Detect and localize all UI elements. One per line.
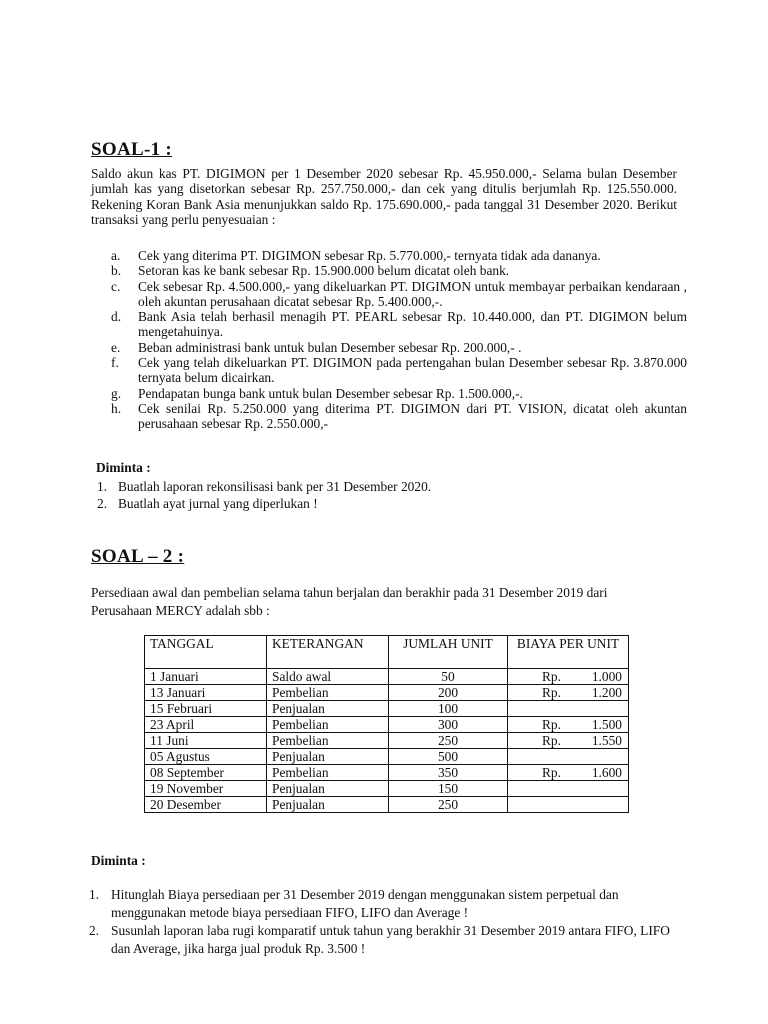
cell-jumlah: 500 [389,749,508,765]
cell-keterangan: Pembelian [267,685,389,701]
amount-value: 1.600 [591,765,622,780]
list-marker: h. [111,400,122,416]
cell-biaya [508,669,629,685]
cell-jumlah: 50 [389,669,508,685]
list-item-text: Susunlah laporan laba rugi komparatif untuk tahun yang berakhir 31 Desember 2019 antara FIFO, LIFO dan Average, jika harga jual produk Rp. 3.500 ! [111,923,670,956]
list-marker: 2. [97,495,108,511]
cell-biaya [508,781,629,797]
cell-biaya [508,797,629,813]
soal-1-diminta-label: Diminta : [96,460,151,475]
cell-tanggal: 19 November [145,781,267,797]
currency-label: Rp. [542,733,561,748]
list-marker: f. [111,355,119,371]
cell-biaya [508,701,629,717]
cell-keterangan: Saldo awal [267,669,389,685]
table-row [145,781,629,797]
cell-tanggal: 05 Agustus [145,749,267,765]
cell-tanggal: 23 April [145,717,267,733]
list-marker: c. [111,278,121,294]
table-row [145,797,629,813]
list-item-text: Cek sebesar Rp. 4.500.000,- yang dikeluarkan PT. DIGIMON untuk membayar perbaikan kendaraan , oleh akuntan perusahaan dicatat sebesar Rp. 5.400.000,-. [138,278,687,309]
list-item [91,248,687,263]
list-item-text: Setoran kas ke bank sebesar Rp. 15.900.000 belum dicatat oleh bank. [138,263,510,279]
list-item [91,401,687,432]
soal-2-diminta-label: Diminta : [91,853,146,868]
soal-2-intro: Persediaan awal dan pembelian selama tahun berjalan dan berakhir pada 31 Desember 2019 dari Perusahaan MERCY adalah sbb : [91,585,608,618]
list-item-text: Cek yang telah dikeluarkan PT. DIGIMON pada pertengahan bulan Desember sebesar Rp. 3.870.000 ternyata belum dicairkan. [138,355,687,386]
inventory-table [144,635,629,813]
cell-biaya [508,685,629,701]
cell-tanggal: 15 Februari [145,701,267,717]
header-biaya-per-unit: BIAYA PER UNIT [508,636,629,669]
amount-value: 1.500 [591,717,622,732]
list-item [91,496,431,513]
cell-jumlah: 250 [389,733,508,749]
table-row [145,701,629,717]
list-item-text: Buatlah ayat jurnal yang diperlukan ! [118,495,318,511]
list-item [91,479,431,496]
list-item [91,886,671,922]
list-item-text: Bank Asia telah berhasil menagih PT. PEARL sebesar Rp. 10.440.000, dan PT. DIGIMON belum mengetahuinya. [138,309,687,340]
list-item-text: Cek senilai Rp. 5.250.000 yang diterima PT. DIGIMON dari PT. VISION, dicatat oleh akuntan perusahaan sebesar Rp. 2.550.000,- [138,400,687,432]
list-item-text: Pendapatan bunga bank untuk bulan Desember sebesar Rp. 1.500.000,-. [138,385,523,401]
list-marker: 1. [89,887,100,902]
cell-biaya [508,765,629,781]
cell-tanggal: 13 Januari [145,685,267,701]
currency-label: Rp. [542,717,561,732]
currency-label: Rp. [542,685,561,700]
cell-tanggal: 11 Juni [145,733,267,749]
cell-keterangan: Pembelian [267,717,389,733]
list-item-text: Beban administrasi bank untuk bulan Desember sebesar Rp. 200.000,- . [138,339,522,355]
list-item [91,386,687,401]
amount-value: 1.200 [591,685,622,700]
table-row [145,765,629,781]
adjustment-list [91,248,687,432]
cell-jumlah: 100 [389,701,508,717]
list-marker: d. [111,309,122,325]
list-marker: g. [111,385,122,401]
header-tanggal: TANGGAL [145,636,267,669]
table-row [145,717,629,733]
cell-keterangan: Penjualan [267,781,389,797]
cell-keterangan: Penjualan [267,701,389,717]
list-item [91,340,687,355]
list-item [91,922,671,958]
soal-1-task-list [91,479,431,512]
table-row [145,749,629,765]
list-marker: a. [111,248,121,263]
list-item-text: Cek yang diterima PT. DIGIMON sebesar Rp. 5.770.000,- ternyata tidak ada dananya. [138,248,601,263]
list-marker: 1. [97,479,108,494]
cell-biaya [508,733,629,749]
soal-1-intro: Saldo akun kas PT. DIGIMON per 1 Desember 2020 sebesar Rp. 45.950.000,- Selama bulan Desember jumlah kas yang disetorkan sebesar Rp. 257.750.000,- dan cek yang ditulis berjumlah Rp. 125.550.000. Rekening Koran Bank Asia menunjukkan saldo Rp. 175.690.000,- pada tanggal 31 Desember 2020. Berikut transaksi yang perlu penyesuaian : [91,166,677,227]
list-item [91,263,687,278]
amount-value: 1.550 [591,733,622,748]
cell-jumlah: 150 [389,781,508,797]
header-keterangan: KETERANGAN [267,636,389,669]
list-item [91,355,687,386]
table-row [145,669,629,685]
cell-tanggal: 20 Desember [145,797,267,813]
list-marker: b. [111,263,122,279]
cell-jumlah: 250 [389,797,508,813]
cell-tanggal: 1 Januari [145,669,267,685]
list-marker: e. [111,339,121,355]
cell-keterangan: Penjualan [267,749,389,765]
cell-keterangan: Pembelian [267,733,389,749]
currency-label: Rp. [542,669,561,684]
amount-value: 1.000 [591,669,622,684]
list-item-text: Hitunglah Biaya persediaan per 31 Desember 2019 dengan menggunakan sistem perpetual dan menggunakan metode biaya persediaan FIFO, LIFO dan Average ! [111,887,619,920]
cell-jumlah: 350 [389,765,508,781]
cell-keterangan: Penjualan [267,797,389,813]
cell-jumlah: 200 [389,685,508,701]
list-item [91,279,687,310]
cell-jumlah: 300 [389,717,508,733]
list-item [91,309,687,340]
table-row [145,685,629,701]
soal-1-heading: SOAL-1 : [91,139,173,160]
header-jumlah-unit: JUMLAH UNIT [389,636,508,669]
list-item-text: Buatlah laporan rekonsilisasi bank per 31 Desember 2020. [118,479,432,494]
list-marker: 2. [89,923,100,938]
table-row [145,733,629,749]
table-header-row [145,636,629,669]
cell-keterangan: Pembelian [267,765,389,781]
cell-biaya [508,749,629,765]
soal-2-heading: SOAL – 2 : [91,546,185,567]
currency-label: Rp. [542,765,561,780]
cell-tanggal: 08 September [145,765,267,781]
soal-2-task-list [91,886,671,958]
cell-biaya [508,717,629,733]
